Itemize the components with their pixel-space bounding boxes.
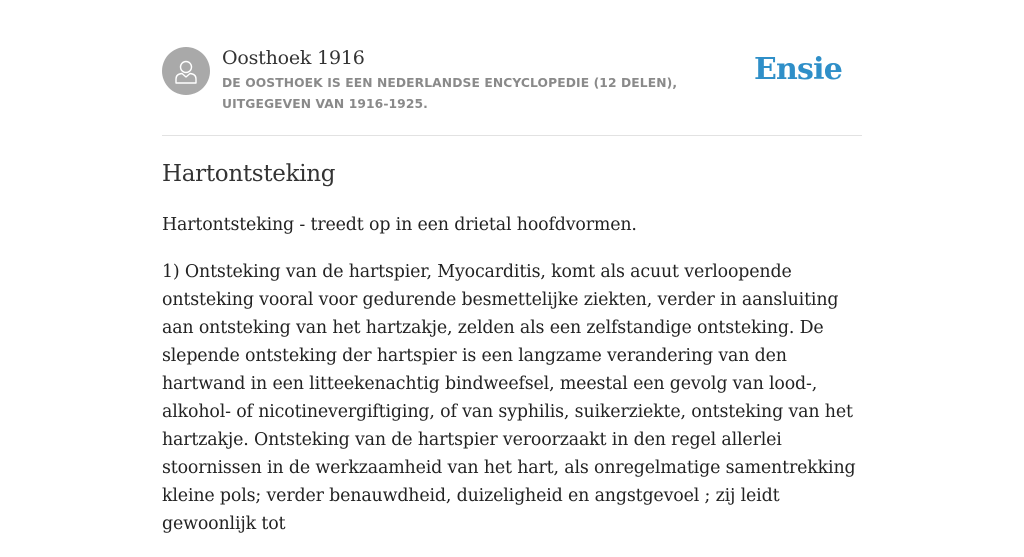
content-container xyxy=(162,0,862,534)
article-body xyxy=(162,211,866,557)
brand-logo[interactable]: Ensie xyxy=(753,52,842,87)
source-title-link[interactable]: Oosthoek 1916 xyxy=(222,47,365,69)
article-paragraph-myocarditis: 1) Ontsteking van de hartspier, Myocarditis, komt als acuut verloopende ontsteking vooral voor gedurende besmettelijke ziekten, verder in aansluiting aan ontsteking van het hartzakje, zelden als een zelfstandige ontsteking. De slepende ontsteking der hartspier is een langzame verandering van den hartwand in een litteekenachtig bindweefsel, meestal een gevolg van lood-, alkohol- of nicotinevergiftiging, of van syphilis, suikerziekte, ontsteking van het hartzakje. Ontsteking van de hartspier veroorzaakt in den regel allerlei stoornissen in de werkzaamheid van het hart, als onregelmatige samentrekking kleine pols; verder benauwdheid, duizeligheid en angstgevoel ; zij leidt gewoonlijk tot xyxy=(162,262,856,534)
source-header xyxy=(162,0,862,136)
avatar[interactable] xyxy=(162,47,210,95)
article-paragraph-intro: Hartontsteking - treedt op in een drietal hoofdvormen. xyxy=(162,215,637,235)
source-description: DE OOSTHOEK IS EEN NEDERLANDSE ENCYCLOPEDIE (12 DELEN), UITGEGEVEN VAN 1916-1925. xyxy=(222,76,678,111)
source-info xyxy=(222,45,762,115)
user-icon xyxy=(171,56,201,86)
article-title: Hartontsteking xyxy=(162,161,336,187)
